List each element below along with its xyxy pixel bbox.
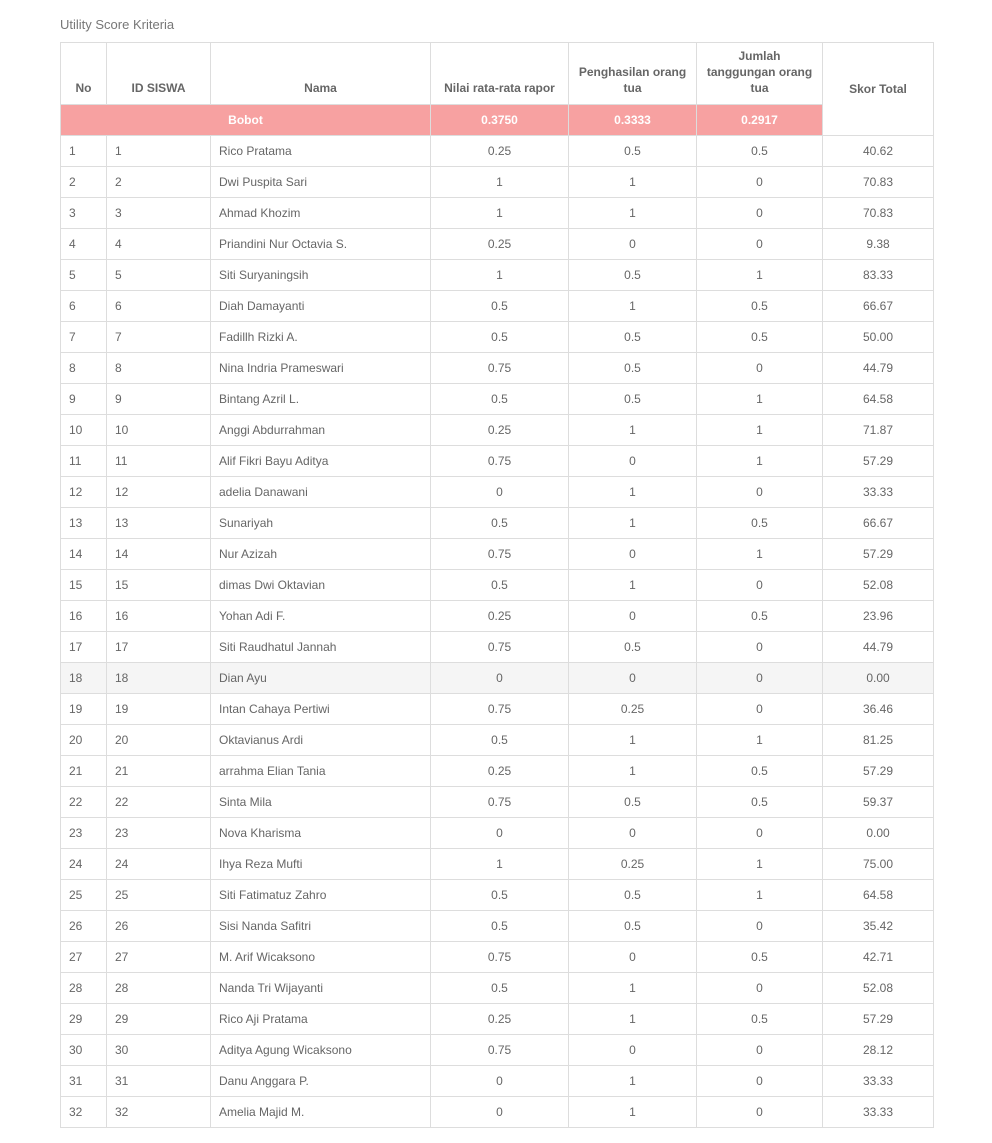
cell-penghasilan: 1: [569, 1004, 697, 1035]
table-row: [61, 725, 934, 756]
cell-nilai-rapor: 0.25: [431, 415, 569, 446]
cell-nama: Yohan Adi F.: [211, 601, 431, 632]
table-row: [61, 229, 934, 260]
cell-nilai-rapor: 0.5: [431, 973, 569, 1004]
cell-nilai-rapor: 0: [431, 477, 569, 508]
cell-skor-total: 52.08: [823, 570, 934, 601]
table-row: [61, 260, 934, 291]
cell-nama: Sisi Nanda Safitri: [211, 911, 431, 942]
cell-nama: Ahmad Khozim: [211, 198, 431, 229]
cell-tanggungan: 0: [697, 632, 823, 663]
cell-no: 31: [61, 1066, 107, 1097]
cell-skor-total: 66.67: [823, 508, 934, 539]
cell-tanggungan: 0.5: [697, 1004, 823, 1035]
cell-tanggungan: 0.5: [697, 601, 823, 632]
cell-nilai-rapor: 0.75: [431, 446, 569, 477]
cell-penghasilan: 0.5: [569, 322, 697, 353]
cell-id-siswa: 27: [107, 942, 211, 973]
cell-skor-total: 0.00: [823, 818, 934, 849]
cell-id-siswa: 31: [107, 1066, 211, 1097]
cell-skor-total: 28.12: [823, 1035, 934, 1066]
cell-nama: Anggi Abdurrahman: [211, 415, 431, 446]
header-nilai-rapor: Nilai rata-rata rapor: [431, 43, 569, 105]
header-no: No: [61, 43, 107, 105]
bobot-c1: 0.3750: [431, 105, 569, 136]
cell-tanggungan: 1: [697, 725, 823, 756]
cell-penghasilan: 0.5: [569, 880, 697, 911]
cell-no: 22: [61, 787, 107, 818]
table-row: [61, 508, 934, 539]
cell-nilai-rapor: 0.25: [431, 756, 569, 787]
cell-skor-total: 33.33: [823, 1066, 934, 1097]
cell-tanggungan: 0: [697, 663, 823, 694]
cell-id-siswa: 13: [107, 508, 211, 539]
cell-penghasilan: 0: [569, 818, 697, 849]
cell-tanggungan: 1: [697, 415, 823, 446]
cell-tanggungan: 0: [697, 1035, 823, 1066]
cell-no: 21: [61, 756, 107, 787]
cell-skor-total: 57.29: [823, 539, 934, 570]
cell-nama: Aditya Agung Wicaksono: [211, 1035, 431, 1066]
table-row: [61, 322, 934, 353]
table-row: [61, 1097, 934, 1128]
table-row: [61, 973, 934, 1004]
header-skor-total: Skor Total: [823, 43, 934, 136]
cell-id-siswa: 11: [107, 446, 211, 477]
header-tanggungan: Jumlah tanggungan orang tua: [697, 43, 823, 105]
bobot-row: [61, 105, 934, 136]
table-row: [61, 477, 934, 508]
cell-penghasilan: 0: [569, 601, 697, 632]
table-body: [61, 136, 934, 1128]
cell-skor-total: 83.33: [823, 260, 934, 291]
cell-no: 6: [61, 291, 107, 322]
cell-tanggungan: 0: [697, 694, 823, 725]
cell-skor-total: 71.87: [823, 415, 934, 446]
cell-tanggungan: 0.5: [697, 942, 823, 973]
header-nama: Nama: [211, 43, 431, 105]
cell-nilai-rapor: 0.5: [431, 384, 569, 415]
cell-skor-total: 23.96: [823, 601, 934, 632]
cell-tanggungan: 0: [697, 1066, 823, 1097]
cell-penghasilan: 0.5: [569, 384, 697, 415]
cell-id-siswa: 14: [107, 539, 211, 570]
cell-tanggungan: 0: [697, 818, 823, 849]
cell-tanggungan: 1: [697, 384, 823, 415]
cell-nama: Sinta Mila: [211, 787, 431, 818]
cell-nilai-rapor: 0.75: [431, 787, 569, 818]
table-row: [61, 632, 934, 663]
cell-skor-total: 81.25: [823, 725, 934, 756]
cell-id-siswa: 24: [107, 849, 211, 880]
cell-id-siswa: 8: [107, 353, 211, 384]
cell-penghasilan: 0.5: [569, 353, 697, 384]
cell-id-siswa: 6: [107, 291, 211, 322]
cell-nilai-rapor: 0.25: [431, 601, 569, 632]
cell-nilai-rapor: 0.5: [431, 508, 569, 539]
cell-id-siswa: 28: [107, 973, 211, 1004]
cell-nama: Siti Fatimatuz Zahro: [211, 880, 431, 911]
cell-nilai-rapor: 0.5: [431, 570, 569, 601]
cell-penghasilan: 0: [569, 539, 697, 570]
cell-id-siswa: 30: [107, 1035, 211, 1066]
cell-penghasilan: 0: [569, 446, 697, 477]
cell-nilai-rapor: 1: [431, 198, 569, 229]
cell-nilai-rapor: 0: [431, 818, 569, 849]
cell-penghasilan: 1: [569, 725, 697, 756]
cell-tanggungan: 0.5: [697, 291, 823, 322]
table-row: [61, 694, 934, 725]
cell-id-siswa: 23: [107, 818, 211, 849]
table-row: [61, 384, 934, 415]
cell-nilai-rapor: 0.5: [431, 291, 569, 322]
cell-penghasilan: 1: [569, 167, 697, 198]
cell-penghasilan: 1: [569, 508, 697, 539]
cell-nama: arrahma Elian Tania: [211, 756, 431, 787]
cell-no: 8: [61, 353, 107, 384]
cell-nama: Nanda Tri Wijayanti: [211, 973, 431, 1004]
cell-no: 32: [61, 1097, 107, 1128]
cell-no: 28: [61, 973, 107, 1004]
cell-penghasilan: 0.25: [569, 849, 697, 880]
table-row: [61, 942, 934, 973]
cell-penghasilan: 0: [569, 942, 697, 973]
cell-nama: Dwi Puspita Sari: [211, 167, 431, 198]
cell-skor-total: 36.46: [823, 694, 934, 725]
table-row: [61, 911, 934, 942]
cell-no: 20: [61, 725, 107, 756]
cell-nilai-rapor: 0: [431, 663, 569, 694]
cell-nilai-rapor: 0.75: [431, 539, 569, 570]
table-row: [61, 1066, 934, 1097]
cell-tanggungan: 1: [697, 260, 823, 291]
cell-tanggungan: 0: [697, 570, 823, 601]
cell-penghasilan: 1: [569, 756, 697, 787]
cell-no: 2: [61, 167, 107, 198]
cell-id-siswa: 10: [107, 415, 211, 446]
cell-skor-total: 35.42: [823, 911, 934, 942]
cell-nama: Alif Fikri Bayu Aditya: [211, 446, 431, 477]
cell-penghasilan: 1: [569, 973, 697, 1004]
cell-skor-total: 52.08: [823, 973, 934, 1004]
cell-tanggungan: 1: [697, 849, 823, 880]
cell-tanggungan: 1: [697, 446, 823, 477]
cell-skor-total: 70.83: [823, 198, 934, 229]
cell-skor-total: 44.79: [823, 353, 934, 384]
cell-no: 15: [61, 570, 107, 601]
cell-id-siswa: 25: [107, 880, 211, 911]
cell-id-siswa: 20: [107, 725, 211, 756]
table-row: [61, 787, 934, 818]
cell-nama: M. Arif Wicaksono: [211, 942, 431, 973]
cell-nilai-rapor: 0.75: [431, 694, 569, 725]
cell-no: 23: [61, 818, 107, 849]
cell-tanggungan: 0.5: [697, 787, 823, 818]
table-row: [61, 198, 934, 229]
cell-nilai-rapor: 0.25: [431, 1004, 569, 1035]
cell-penghasilan: 1: [569, 198, 697, 229]
cell-id-siswa: 4: [107, 229, 211, 260]
cell-no: 19: [61, 694, 107, 725]
cell-no: 18: [61, 663, 107, 694]
cell-nilai-rapor: 0.5: [431, 911, 569, 942]
cell-nama: Sunariyah: [211, 508, 431, 539]
cell-nama: Bintang Azril L.: [211, 384, 431, 415]
cell-no: 24: [61, 849, 107, 880]
cell-skor-total: 66.67: [823, 291, 934, 322]
cell-tanggungan: 0: [697, 353, 823, 384]
cell-id-siswa: 2: [107, 167, 211, 198]
table-row: [61, 570, 934, 601]
cell-tanggungan: 0: [697, 167, 823, 198]
cell-id-siswa: 18: [107, 663, 211, 694]
cell-id-siswa: 22: [107, 787, 211, 818]
table-row: [61, 539, 934, 570]
cell-no: 29: [61, 1004, 107, 1035]
cell-tanggungan: 0: [697, 911, 823, 942]
cell-nama: Nova Kharisma: [211, 818, 431, 849]
table-row: [61, 446, 934, 477]
table-row: [61, 291, 934, 322]
cell-skor-total: 42.71: [823, 942, 934, 973]
cell-nama: Priandini Nur Octavia S.: [211, 229, 431, 260]
cell-nama: adelia Danawani: [211, 477, 431, 508]
cell-nilai-rapor: 0.75: [431, 632, 569, 663]
cell-nama: Danu Anggara P.: [211, 1066, 431, 1097]
cell-tanggungan: 0: [697, 229, 823, 260]
bobot-c2: 0.3333: [569, 105, 697, 136]
cell-penghasilan: 0: [569, 663, 697, 694]
cell-id-siswa: 7: [107, 322, 211, 353]
cell-penghasilan: 0: [569, 1035, 697, 1066]
cell-nama: Oktavianus Ardi: [211, 725, 431, 756]
cell-skor-total: 59.37: [823, 787, 934, 818]
cell-nama: Intan Cahaya Pertiwi: [211, 694, 431, 725]
table-row: [61, 756, 934, 787]
cell-penghasilan: 1: [569, 415, 697, 446]
table-row: [61, 818, 934, 849]
cell-skor-total: 44.79: [823, 632, 934, 663]
cell-nilai-rapor: 1: [431, 849, 569, 880]
cell-skor-total: 64.58: [823, 384, 934, 415]
table-row: [61, 1035, 934, 1066]
cell-skor-total: 40.62: [823, 136, 934, 167]
cell-tanggungan: 1: [697, 880, 823, 911]
table-row: [61, 136, 934, 167]
cell-skor-total: 57.29: [823, 1004, 934, 1035]
cell-nilai-rapor: 0: [431, 1066, 569, 1097]
cell-nilai-rapor: 1: [431, 260, 569, 291]
utility-score-table: [60, 42, 934, 1128]
cell-penghasilan: 1: [569, 477, 697, 508]
cell-no: 27: [61, 942, 107, 973]
cell-penghasilan: 1: [569, 1097, 697, 1128]
bobot-c3: 0.2917: [697, 105, 823, 136]
cell-skor-total: 50.00: [823, 322, 934, 353]
table-row: [61, 849, 934, 880]
cell-nilai-rapor: 0.5: [431, 322, 569, 353]
cell-tanggungan: 1: [697, 539, 823, 570]
cell-id-siswa: 26: [107, 911, 211, 942]
cell-no: 30: [61, 1035, 107, 1066]
cell-no: 17: [61, 632, 107, 663]
cell-id-siswa: 16: [107, 601, 211, 632]
cell-tanggungan: 0: [697, 477, 823, 508]
cell-nilai-rapor: 0.75: [431, 1035, 569, 1066]
cell-nilai-rapor: 0: [431, 1097, 569, 1128]
cell-nama: Rico Aji Pratama: [211, 1004, 431, 1035]
cell-nama: Siti Raudhatul Jannah: [211, 632, 431, 663]
cell-no: 10: [61, 415, 107, 446]
cell-id-siswa: 17: [107, 632, 211, 663]
cell-no: 11: [61, 446, 107, 477]
table-row: [61, 415, 934, 446]
cell-penghasilan: 1: [569, 291, 697, 322]
cell-id-siswa: 29: [107, 1004, 211, 1035]
cell-skor-total: 9.38: [823, 229, 934, 260]
table-header-row: [61, 43, 934, 105]
cell-penghasilan: 0: [569, 229, 697, 260]
cell-no: 7: [61, 322, 107, 353]
cell-nilai-rapor: 0.75: [431, 353, 569, 384]
cell-nama: Nina Indria Prameswari: [211, 353, 431, 384]
cell-penghasilan: 0.5: [569, 911, 697, 942]
cell-no: 12: [61, 477, 107, 508]
cell-skor-total: 75.00: [823, 849, 934, 880]
cell-skor-total: 57.29: [823, 446, 934, 477]
table-row: [61, 353, 934, 384]
cell-id-siswa: 9: [107, 384, 211, 415]
cell-skor-total: 64.58: [823, 880, 934, 911]
cell-no: 3: [61, 198, 107, 229]
cell-no: 1: [61, 136, 107, 167]
cell-nama: Nur Azizah: [211, 539, 431, 570]
cell-tanggungan: 0.5: [697, 508, 823, 539]
cell-nilai-rapor: 0.25: [431, 229, 569, 260]
cell-nama: Rico Pratama: [211, 136, 431, 167]
cell-id-siswa: 19: [107, 694, 211, 725]
cell-skor-total: 33.33: [823, 477, 934, 508]
cell-no: 25: [61, 880, 107, 911]
cell-nama: dimas Dwi Oktavian: [211, 570, 431, 601]
cell-skor-total: 33.33: [823, 1097, 934, 1128]
cell-nilai-rapor: 0.5: [431, 880, 569, 911]
cell-tanggungan: 0.5: [697, 136, 823, 167]
cell-id-siswa: 3: [107, 198, 211, 229]
bobot-label: Bobot: [61, 105, 431, 136]
cell-id-siswa: 1: [107, 136, 211, 167]
cell-nama: Fadillh Rizki A.: [211, 322, 431, 353]
cell-id-siswa: 15: [107, 570, 211, 601]
header-id-siswa: ID SISWA: [107, 43, 211, 105]
cell-id-siswa: 12: [107, 477, 211, 508]
cell-nama: Siti Suryaningsih: [211, 260, 431, 291]
cell-nama: Diah Damayanti: [211, 291, 431, 322]
page-title: Utility Score Kriteria: [60, 17, 175, 32]
cell-tanggungan: 0: [697, 198, 823, 229]
cell-no: 26: [61, 911, 107, 942]
cell-no: 16: [61, 601, 107, 632]
cell-nama: Amelia Majid M.: [211, 1097, 431, 1128]
cell-tanggungan: 0: [697, 973, 823, 1004]
cell-penghasilan: 1: [569, 570, 697, 601]
cell-nama: Ihya Reza Mufti: [211, 849, 431, 880]
cell-no: 14: [61, 539, 107, 570]
cell-tanggungan: 0: [697, 1097, 823, 1128]
cell-penghasilan: 0.5: [569, 260, 697, 291]
cell-no: 5: [61, 260, 107, 291]
cell-skor-total: 57.29: [823, 756, 934, 787]
cell-penghasilan: 1: [569, 1066, 697, 1097]
table-row: [61, 167, 934, 198]
cell-nilai-rapor: 1: [431, 167, 569, 198]
cell-penghasilan: 0.5: [569, 632, 697, 663]
cell-penghasilan: 0.25: [569, 694, 697, 725]
cell-penghasilan: 0.5: [569, 787, 697, 818]
cell-skor-total: 0.00: [823, 663, 934, 694]
cell-nilai-rapor: 0.5: [431, 725, 569, 756]
cell-no: 9: [61, 384, 107, 415]
cell-nilai-rapor: 0.75: [431, 942, 569, 973]
cell-id-siswa: 21: [107, 756, 211, 787]
table-row: [61, 663, 934, 694]
cell-nama: Dian Ayu: [211, 663, 431, 694]
cell-id-siswa: 32: [107, 1097, 211, 1128]
header-penghasilan: Penghasilan orang tua: [569, 43, 697, 105]
table-row: [61, 601, 934, 632]
cell-id-siswa: 5: [107, 260, 211, 291]
cell-skor-total: 70.83: [823, 167, 934, 198]
cell-tanggungan: 0.5: [697, 322, 823, 353]
table-row: [61, 1004, 934, 1035]
table-row: [61, 880, 934, 911]
cell-nilai-rapor: 0.25: [431, 136, 569, 167]
cell-penghasilan: 0.5: [569, 136, 697, 167]
cell-no: 13: [61, 508, 107, 539]
cell-tanggungan: 0.5: [697, 756, 823, 787]
cell-no: 4: [61, 229, 107, 260]
